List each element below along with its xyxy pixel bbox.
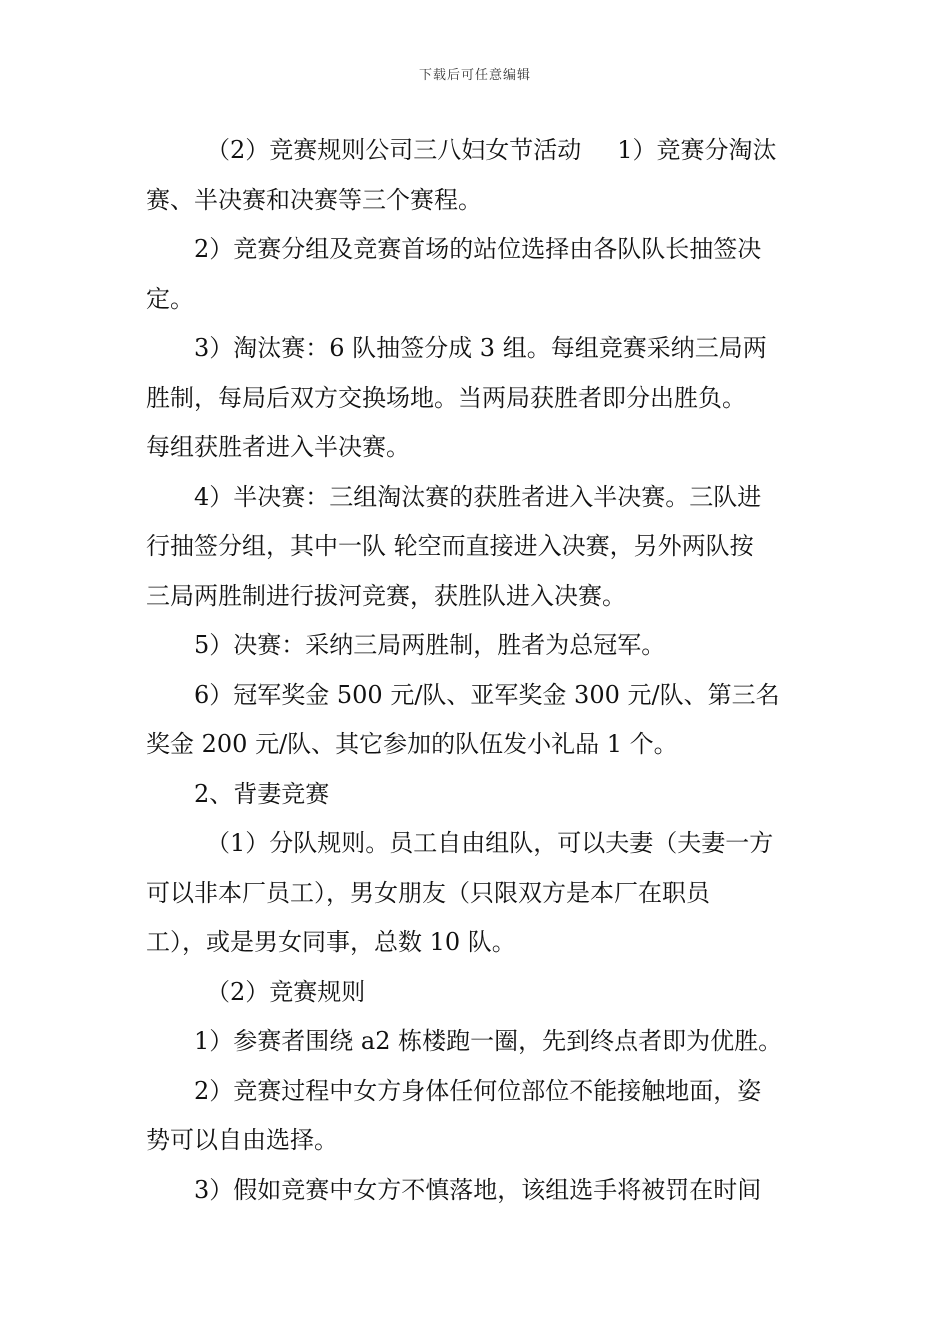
paragraph-line: 2）竞赛分组及竞赛首场的站位选择由各队队长抽签决 xyxy=(194,235,762,263)
paragraph-line: 行抽签分组，其中一队 轮空而直接进入决赛，另外两队按 xyxy=(146,532,754,560)
paragraph-line: 势可以自由选择。 xyxy=(146,1126,338,1154)
paragraph-line: 三局两胜制进行拔河竞赛，获胜队进入决赛。 xyxy=(146,581,626,610)
paragraph-line: 胜制，每局后双方交换场地。当两局获胜者即分出胜负。 xyxy=(146,383,746,412)
paragraph-line: 赛、半决赛和决赛等三个赛程。 xyxy=(146,185,482,214)
paragraph-line: 可以非本厂员工），男女朋友（只限双方是本厂在职员 xyxy=(146,878,710,907)
paragraph-line: 2）竞赛过程中女方身体任何位部位不能接触地面，姿 xyxy=(194,1076,762,1105)
line-segment: 1）竞赛分淘汰 xyxy=(617,136,777,164)
page-header: 下载后可任意编辑 xyxy=(418,68,531,83)
line-segment: （2）竞赛规则公司三八妇女节活动 xyxy=(206,136,582,164)
paragraph-line: 4）半决赛：三组淘汰赛的获胜者进入半决赛。三队进 xyxy=(194,482,762,511)
paragraph-line: 2、背妻竞赛 xyxy=(194,779,330,808)
paragraph-line: 工），或是男女同事，总数 10 队。 xyxy=(146,928,516,956)
paragraph-line: （1）分队规则。员工自由组队，可以夫妻（夫妻一方 xyxy=(206,829,774,857)
paragraph-line: 3）假如竞赛中女方不慎落地，该组选手将被罚在时间 xyxy=(194,1175,762,1204)
paragraph-line: 每组获胜者进入半决赛。 xyxy=(146,433,410,461)
paragraph-line: 定。 xyxy=(146,284,194,313)
paragraph-line: 5）决赛：采纳三局两胜制，胜者为总冠军。 xyxy=(194,631,666,659)
paragraph-line xyxy=(146,126,810,176)
paragraph-line: （2）竞赛规则 xyxy=(206,977,366,1006)
paragraph-line: 3）淘汰赛：6 队抽签分成 3 组。每组竞赛采纳三局两 xyxy=(194,334,767,362)
document-body xyxy=(146,126,810,1215)
paragraph-line: 6）冠军奖金 500 元/队、亚军奖金 300 元/队、第三名 xyxy=(194,680,780,709)
paragraph-line: 奖金 200 元/队、其它参加的队伍发小礼品 1 个。 xyxy=(146,730,678,758)
paragraph-line: 1）参赛者围绕 a2 栋楼跑一圈，先到终点者即为优胜。 xyxy=(194,1027,783,1055)
